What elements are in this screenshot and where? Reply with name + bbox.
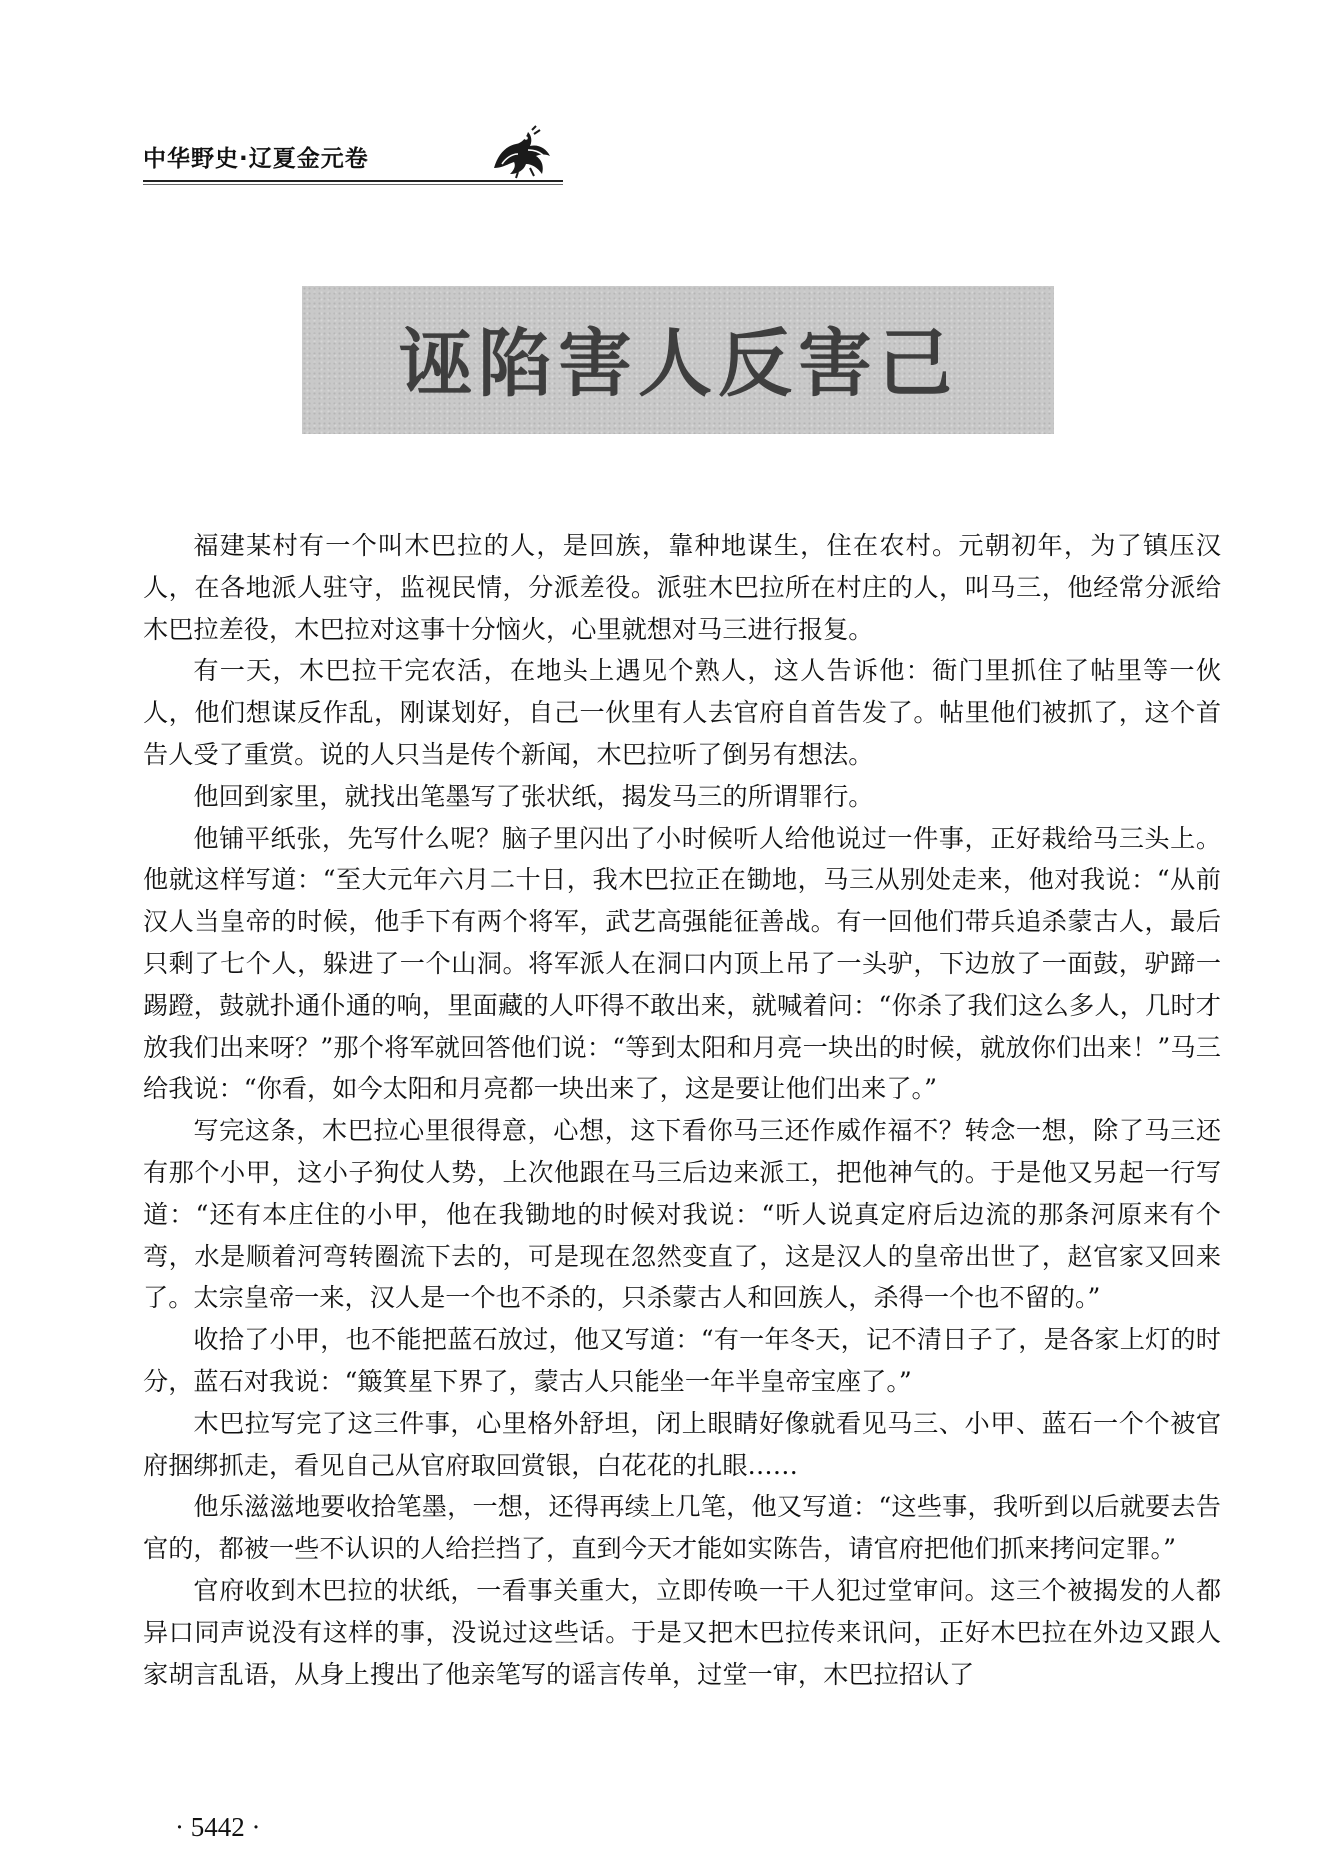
paragraph: 他回到家里，就找出笔墨写了张状纸，揭发马三的所谓罪行。 <box>193 781 874 811</box>
paragraph: 有一天，木巴拉干完农活，在地头上遇见个熟人，这人告诉他：衙门里抓住了帖里等一伙人，他们想谋反作乱，刚谋划好，自己一伙里有人去官府自首告发了。帖里他们被抓了，这个首告人受了重赏。说的人只当是传个新闻，木巴拉听了倒另有想法。 <box>143 656 1221 769</box>
page-number: · 5442 · <box>175 1812 261 1842</box>
paragraph: 收拾了小甲，也不能把蓝石放过，他又写道：“有一年冬天，记不清日子了，是各家上灯的时分，蓝石对我说：“簸箕星下界了，蒙古人只能坐一年半皇帝宝座了。” <box>143 1325 1221 1396</box>
running-title: 中华野史·辽夏金元卷 <box>143 146 369 172</box>
article-body <box>143 525 1221 1695</box>
paragraph: 木巴拉写完了这三件事，心里格外舒坦，闭上眼睛好像就看见马三、小甲、蓝石一个个被官府捆绑抓走，看见自己从官府取回赏银，白花花的扎眼…… <box>143 1408 1221 1480</box>
running-header <box>143 122 563 186</box>
paragraph: 福建某村有一个叫木巴拉的人，是回族，靠种地谋生，住在农村。元朝初年，为了镇压汉人，在各地派人驻守，监视民情，分派差役。派驻木巴拉所在村庄的人，叫马三，他经常分派给木巴拉差役，木巴拉对这事十分恼火，心里就想对马三进行报复。 <box>143 531 1221 644</box>
header-rule-thin <box>143 184 563 185</box>
dragon-emblem-icon <box>488 124 558 180</box>
paragraph: 写完这条，木巴拉心里很得意，心想，这下看你马三还作威作福不？转念一想，除了马三还有那个小甲，这小子狗仗人势，上次他跟在马三后边来派工，把他神气的。于是他又另起一行写道：“还有本庄住的小甲，他在我锄地的时候对我说：“听人说真定府后边流的那条河原来有个弯，水是顺着河弯转圈流下去的，可是现在忽然变直了，这是汉人的皇帝出世了，赵官家又回来了。太宗皇帝一来，汉人是一个也不杀的，只杀蒙古人和回族人，杀得一个也不留的。” <box>143 1116 1221 1313</box>
paragraph: 官府收到木巴拉的状纸，一看事关重大，立即传唤一干人犯过堂审问。这三个被揭发的人都异口同声说没有这样的事，没说过这些话。于是又把木巴拉传来讯问，正好木巴拉在外边又跟人家胡言乱语，从身上搜出了他亲笔写的谣言传单，过堂一审，木巴拉招认了 <box>143 1575 1221 1689</box>
paragraph: 他乐滋滋地要收拾笔墨，一想，还得再续上几笔，他又写道：“这些事，我听到以后就要去告官的，都被一些不认识的人给拦挡了，直到今天才能如实陈告，请官府把他们抓来拷问定罪。” <box>143 1492 1221 1564</box>
header-rule <box>143 180 563 182</box>
article-title: 诬陷害人反害己 <box>398 321 958 407</box>
paragraph: 他铺平纸张，先写什么呢？脑子里闪出了小时候听人给他说过一件事，正好栽给马三头上。他就这样写道：“至大元年六月二十日，我木巴拉正在锄地，马三从别处走来，他对我说：“从前汉人当皇帝的时候，他手下有两个将军，武艺高强能征善战。有一回他们带兵追杀蒙古人，最后只剩了七个人，躲进了一个山洞。将军派人在洞口内顶上吊了一头驴，下边放了一面鼓，驴蹄一踢蹬，鼓就扑通仆通的响，里面藏的人吓得不敢出来，就喊着问：“你杀了我们这么多人，几时才放我们出来呀？”那个将军就回答他们说：“等到太阳和月亮一块出的时候，就放你们出来！”马三给我说：“你看，如今太阳和月亮都一块出来了，这是要让他们出来了。” <box>143 823 1221 1104</box>
article-title-box <box>302 286 1054 434</box>
